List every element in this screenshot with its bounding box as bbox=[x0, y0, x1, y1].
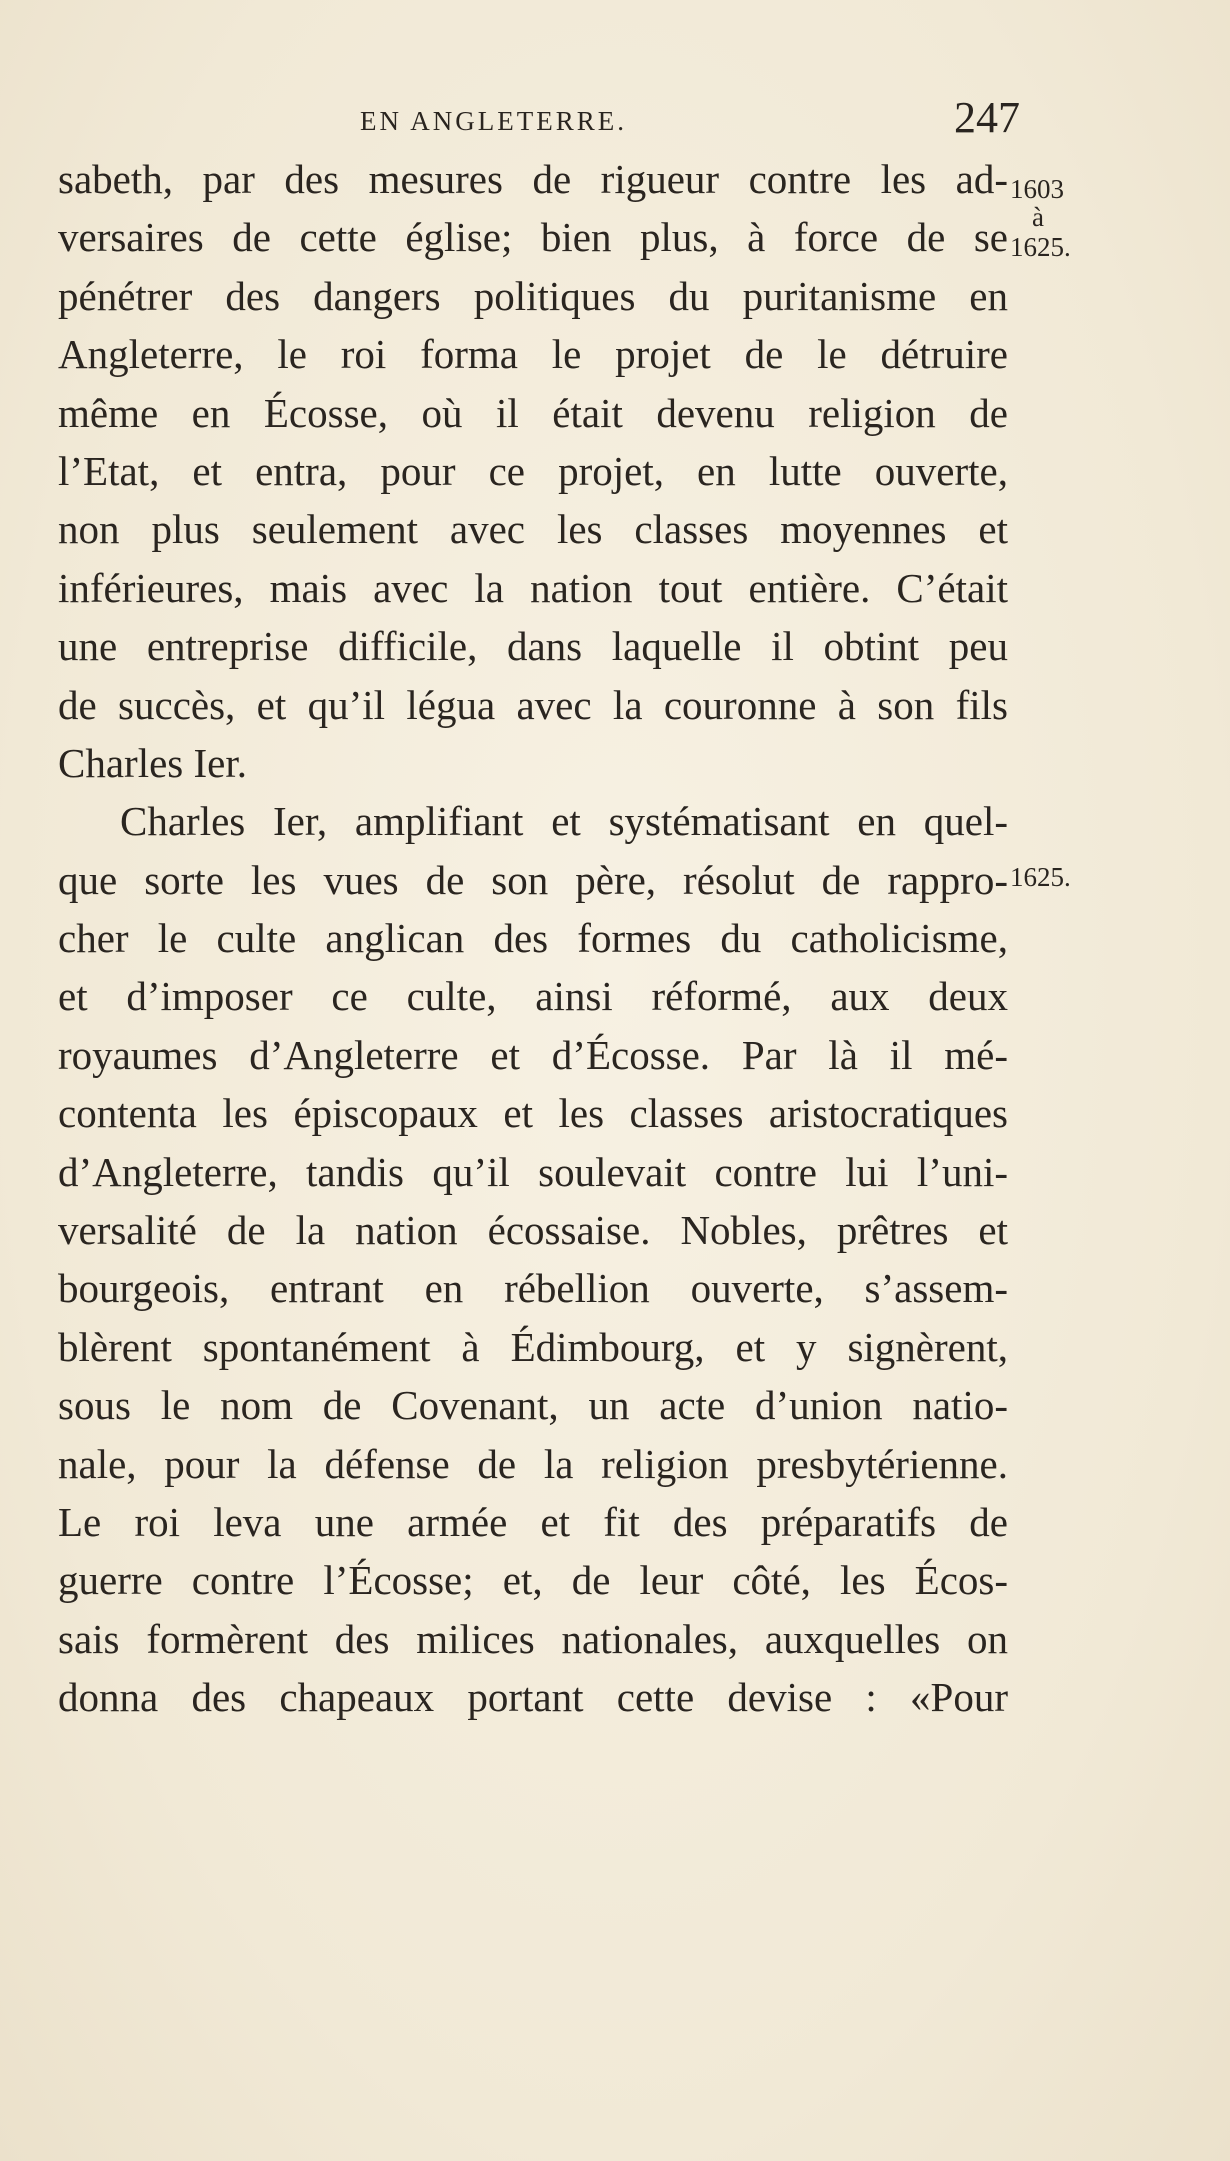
text-line: une entreprise difficile, dans laquelle il obtint peu bbox=[58, 623, 1008, 670]
text-line: royaumes d’Angleterre et d’Écosse. Par là il mé- bbox=[58, 1031, 1008, 1078]
text-line: de succès, et qu’il légua avec la couronne à son fils bbox=[58, 681, 1008, 728]
text-line: l’Etat, et entra, pour ce projet, en lutte ouverte, bbox=[58, 447, 1008, 494]
text-line: guerre contre l’Écosse; et, de leur côté, les Écos- bbox=[58, 1557, 1008, 1604]
margin-date-second: 1625. bbox=[1010, 862, 1071, 892]
text-line: blèrent spontanément à Édimbourg, et y signèrent, bbox=[58, 1323, 1008, 1370]
margin-date-separator: à bbox=[1032, 202, 1044, 232]
text-line: pénétrer des dangers politiques du puritanisme en bbox=[58, 272, 1008, 319]
text-line-paragraph-start: Charles Ier, amplifiant et systématisant en quel- bbox=[120, 798, 1008, 845]
text-line: sabeth, par des mesures de rigueur contre les ad- bbox=[58, 156, 1008, 202]
text-line: donna des chapeaux portant cette devise : «Pour bbox=[58, 1674, 1008, 1721]
text-line: cher le culte anglican des formes du catholicisme, bbox=[58, 915, 1008, 962]
text-line: Le roi leva une armée et fit des préparatifs de bbox=[58, 1498, 1008, 1545]
text-line: sais formèrent des milices nationales, auxquelles on bbox=[58, 1615, 1008, 1662]
text-line: d’Angleterre, tandis qu’il soulevait contre lui l’uni- bbox=[58, 1148, 1008, 1195]
text-line: Angleterre, le roi forma le projet de le détruire bbox=[58, 331, 1008, 378]
running-head: EN ANGLETERRE. bbox=[360, 106, 627, 136]
text-line: nale, pour la défense de la religion presbytérienne. bbox=[58, 1440, 1008, 1487]
text-line: contenta les épiscopaux et les classes aristocratiques bbox=[58, 1090, 1008, 1137]
margin-date-start: 1603 bbox=[1010, 174, 1064, 204]
text-line-paragraph-end: Charles Ier. bbox=[58, 739, 247, 786]
text-line: versaires de cette église; bien plus, à force de se bbox=[58, 214, 1008, 261]
margin-date-end: 1625. bbox=[1010, 232, 1071, 262]
text-line: bourgeois, entrant en rébellion ouverte, s’assem- bbox=[58, 1265, 1008, 1312]
page-number: 247 bbox=[954, 93, 1020, 142]
body-text bbox=[58, 150, 1008, 1727]
text-line: même en Écosse, où il était devenu religion de bbox=[58, 389, 1008, 436]
text-line: versalité de la nation écossaise. Nobles, prêtres et bbox=[58, 1207, 1008, 1254]
text-line: inférieures, mais avec la nation tout entière. C’était bbox=[58, 564, 1008, 611]
text-line: que sorte les vues de son père, résolut de rappro- bbox=[58, 856, 1008, 903]
text-line: et d’imposer ce culte, ainsi réformé, aux deux bbox=[58, 973, 1008, 1020]
text-line: sous le nom de Covenant, un acte d’union natio- bbox=[58, 1382, 1008, 1429]
text-line: non plus seulement avec les classes moyennes et bbox=[58, 506, 1008, 553]
